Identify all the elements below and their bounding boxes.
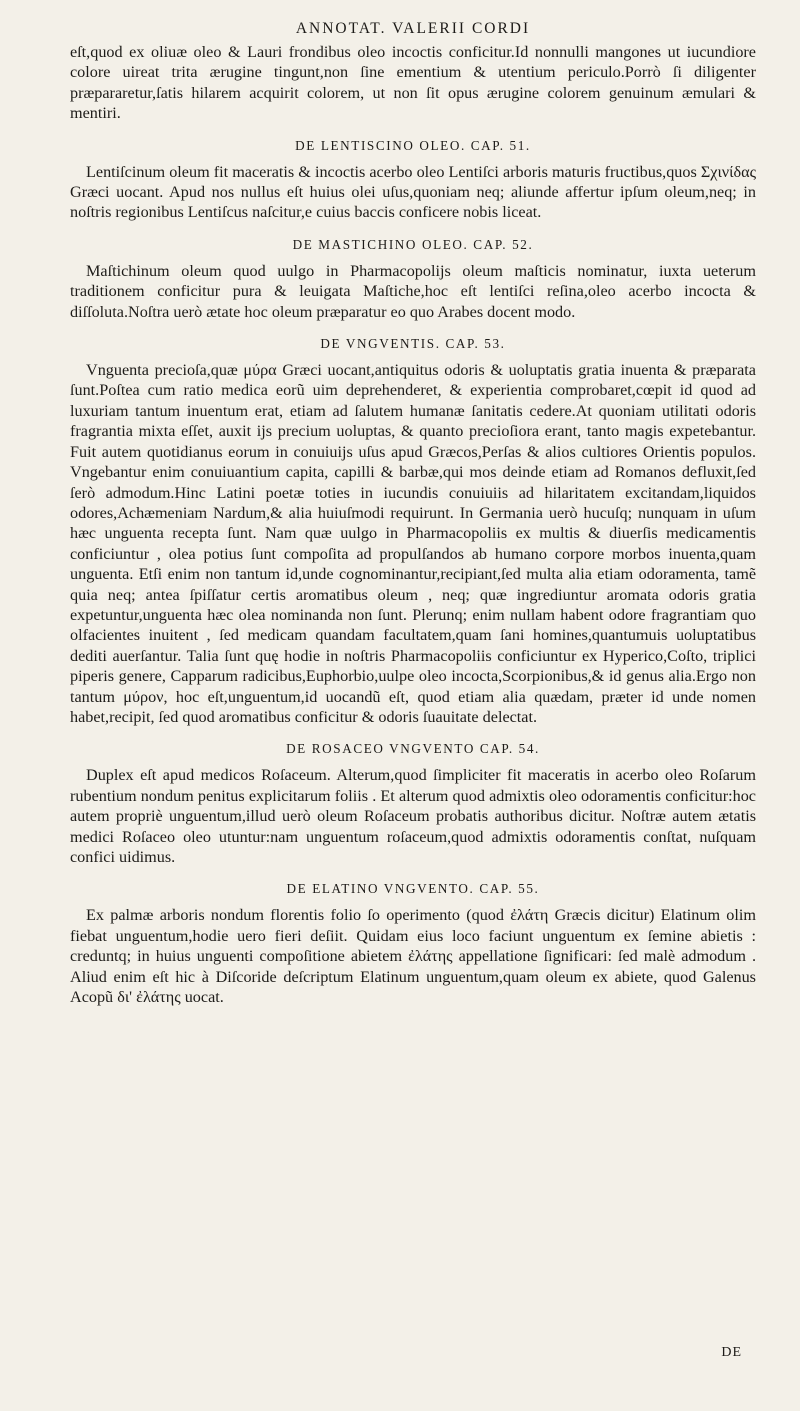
body-paragraph: Lentiſcinum oleum fit maceratis & incoctis acerbo oleo Lentiſci arboris maturis fructibus,quos Σχινίδας Græci uocant. Apud nos nullus eſt huius olei uſus,quoniam neq; aliunde affertur ipſum oleum,neq; in noſtris regionibus Lentiſcus naſcitur,e cuius baccis conficere nobis liceat. — [70, 162, 756, 222]
chapter-heading: DE VNGVENTIS. CAP. 53. — [320, 336, 506, 352]
body-paragraph: eſt,quod ex oliuæ oleo & Lauri frondibus oleo incoctis conficitur.Id nonnulli mangones ut iucundiore colore uireat trita ærugine tingunt,non ſine ementium & utentium periculo.Porrò ſi diligenter præpararetur,ſatis hilarem acquirit colorem, ut non ſit opus ærugine colorem genuinum æmulari & mentiri. — [70, 43, 756, 123]
body-paragraph: Ex palmæ arboris nondum florentis folio ſo operimento (quod ἐλάτη Græcis dicitur) Elatinum olim fiebat unguentum,hodie uero fieri deſiit. Quidam eius loco faciunt unguentum ex ſemine abietis : creduntq; in huius unguenti compoſitione abietem ἐλάτης appellatione ſignificari: ſed malè admodum . Aliud enim eſt hic à Diſcoride deſcriptum Elatinum unguentum,quam oleum ex abiete, quod Galenus Acopũ δι' ἐλάτης uocat. — [70, 906, 756, 1007]
body-paragraph: Maſtichinum oleum quod uulgo in Pharmacopolijs oleum maſticis nominatur, iuxta ueterum traditionem conficitur pura & leuigata Maſtiche,hoc eſt lentiſci reſina,oleo acerbo incocta & diſſoluta.Noſtra uerò ætate hoc oleum præparatur eo quo Arabes docent modo. — [70, 261, 756, 321]
chapter-heading: DE MASTICHINO OLEO. CAP. 52. — [292, 236, 534, 252]
body-paragraph: Duplex eſt apud medicos Roſaceum. Alterum,quod ſimpliciter fit maceratis in acerbo oleo Roſarum rubentium nondum penitus explicitarum foliis . Et alterum quod admixtis oleo odoramentis conficitur:hoc autem propriè unguentum,illud uerò oleum Roſaceum probatis authoribus dicitur. Noſtræ autem ætatis medici Roſaceo oleo utuntur:nam unguentum roſaceum,quod admixtis odoramentis conſtat, nuſquam confici uidimus. — [70, 766, 756, 866]
chapter-heading: DE ROSACEO VNGVENTO CAP. 54. — [286, 741, 540, 757]
catchword: DE — [721, 1345, 742, 1360]
chapter-heading: DE LENTISCINO OLEO. CAP. 51. — [295, 137, 531, 153]
chapter-heading: DE ELATINO VNGVENTO. CAP. 55. — [286, 881, 540, 897]
body-paragraph: Vnguenta precioſa,quæ μύρα Græci uocant,antiquitus odoris & uoluptatis gratia inuenta & præparata ſunt.Poſtea cum ratio medica eorũ uim deprehenderet, & experientia comprobaret,cœpit id quod ad luxuriam tantum inuentum erat, etiam ad ſalutem humanæ ſanitatis cedere.At quoniam utilitati odoris fragrantia mixta eſſet, auxit ijs precium uoluptas, & quanto precioſiora erant, tanto magis expetebantur. Fuit autem quotidianus eorum in conuiuijs uſus apud Græcos,Perſas & alios cultiores Orientis populos. Vngebantur enim conuiuantium capita, capilli & barbæ,qui mos deinde etiam ad Romanos defluxit,ſed ſerò admodum.Hinc Latini poetæ toties in iucundis conuiuiis ad hilaritatem excitandam,liquidos odores,Achæmeniam Nardum,& alia huiuſmodi requirunt. In Germania uerò hucuſq; nunquam in uſum hæc unguenta recepta ſunt. Nam quæ uulgo in Pharmacopoliis ex multis & diuerſis medicamentis conficiuntur , olea potius ſunt compoſita ad propulſandos ab humano corpore morbos inuenta,quam unguenta. Etſi enim non tantum id,unde cognominantur,recipiant,ſed multa alia etiam odoramenta, tamẽ quia neq; antea ſpiſſatur certis aromatibus oleum , neq; quæ ingrediuntur aromata odoris gratia expetuntur,unguenta hæc olea nominanda non ſunt. Plerunq; enim nullam habent odore fragrantiam quo olfacientes inuitent , ſed medicam quandam facultatem,quam ſani homines,quantumuis uoluptatibus dediti auerſantur. Talia ſunt quę hodie in noſtris Pharmacopoliis conficiuntur ex Hyperico,Coſto, triplici piperis genere, Capparum radicibus,Euphorbio,uulpe oleo incocta,Scorpionibus,& id genus alia.Ergo non tantum μύρον, hoc eſt,unguentum,id uocandũ eſt, quod etiam alia quædam, præter id unde nomen habet,recipit, ſed quod aromatibus conficitur & odoris ſuauitate delectat. — [70, 361, 756, 726]
running-head: ANNOTAT. VALERII CORDI — [295, 20, 531, 37]
